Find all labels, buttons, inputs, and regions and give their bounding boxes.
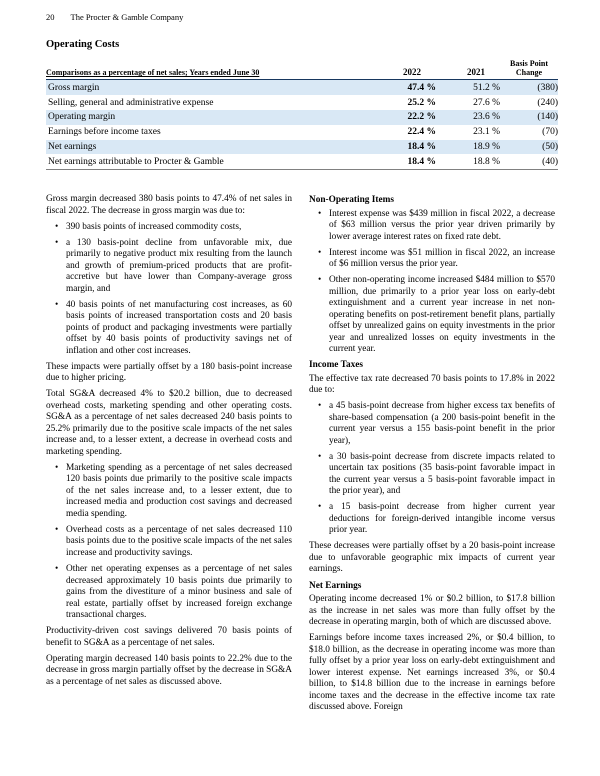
bullet-icon: • <box>55 564 59 575</box>
row-label: Selling, general and administrative expense <box>48 97 214 108</box>
bullet-item <box>309 248 555 271</box>
table-row <box>46 125 558 140</box>
paragraph: These decreases were partially offset by a 20 basis-point increase due to unfavorable geographic mix impacts of current year earnings. <box>309 541 555 575</box>
value-basis-point-change: (50) <box>542 141 558 152</box>
left-column <box>46 194 292 718</box>
section-title: Operating Costs <box>46 39 120 50</box>
bullet-item <box>309 275 555 356</box>
bullet-item <box>309 502 555 537</box>
bullet-icon: • <box>318 502 322 513</box>
value-basis-point-change: (140) <box>537 112 558 123</box>
row-label: Operating margin <box>48 112 116 123</box>
subsection-heading: Income Taxes <box>309 360 363 371</box>
row-label: Net earnings <box>48 141 97 152</box>
paragraph: These impacts were partially offset by a 180 basis-point increase due to higher pricing. <box>46 361 292 384</box>
value-basis-point-change: (40) <box>500 154 558 169</box>
column-header-2022: 2022 <box>372 59 436 80</box>
page-header <box>46 12 555 22</box>
operating-costs-table-body <box>46 80 558 170</box>
bullet-text: 390 basis points of increased commodity costs, <box>66 221 242 232</box>
bullet-text: a 45 basis-point decrease from higher excess tax benefits of share-based compensation (a 200 basis-point benefit in the current year versus a 155 basis-point benefit in the prior year), <box>329 401 555 446</box>
value-basis-point-change: (380) <box>537 82 558 93</box>
bullet-text: a 130 basis-point decline from unfavorable mix, due primarily to negative product mix resulting from the launch and growth of premium-priced products that are profit-accretive but have lower than Company-average gross margin, and <box>66 237 292 294</box>
paragraph: Earnings before income taxes increased 2%, or $0.4 billion, to $18.0 billion, as the decrease in operating income was more than fully offset by a prior year loss on early-debt extinguishment and lower interest expense. Net earnings increased 3%, or $0.4 billion, to $14.8 billion due to the increase in earnings before income taxes and the decrease in the effective income tax rate discussed above. Foreign <box>309 633 555 713</box>
bullet-icon: • <box>318 401 322 412</box>
bullet-icon: • <box>318 247 322 258</box>
bullet-icon: • <box>318 275 322 286</box>
table-row <box>46 110 558 125</box>
paragraph: Total SG&A decreased 4% to $20.2 billion, due to decreased overhead costs, marketing spending and other operating costs. SG&A as a percentage of net sales decreased 240 basis points to 25.2% primarily due to the positive scale impacts of the net sales increase and, to a lesser extent, a decrease in overhead costs and marketing spending. <box>46 389 292 457</box>
value-2021: 23.1 % <box>473 127 500 138</box>
bullet-text: 40 basis points of net manufacturing cost increases, as 60 basis points of increased transportation costs and 20 basis points of product and packaging investments were partially offset by 40 basis points of productivity savings net of inflation and other cost increases. <box>66 299 292 356</box>
bullet-item <box>309 452 555 498</box>
company-name: The Procter & Gamble Company <box>70 12 184 22</box>
bullet-text: a 30 basis-point decrease from discrete impacts related to uncertain tax positions (35 basis-point favorable impact in the current year versus a 5 basis-point favorable impact in the prior year), and <box>329 451 555 497</box>
column-header-2021: 2021 <box>436 59 500 80</box>
bullet-item <box>46 525 292 560</box>
page-number: 20 <box>46 12 55 22</box>
paragraph: Gross margin decreased 380 basis points to 47.4% of net sales in fiscal 2022. The decrease in gross margin was due to: <box>46 194 292 216</box>
bullet-item <box>46 564 292 622</box>
table-row <box>46 80 558 95</box>
bullet-text: Overhead costs as a percentage of net sales decreased 110 basis points due to the positive scale impacts of the net sales increase and productivity savings. <box>66 524 292 558</box>
bullet-icon: • <box>55 462 59 473</box>
paragraph: The effective tax rate decreased 70 basis points to 17.8% in 2022 due to: <box>309 373 555 396</box>
bullet-icon: • <box>55 237 59 248</box>
value-2022: 18.4 % <box>372 154 436 169</box>
bullet-icon: • <box>55 299 59 310</box>
bullet-icon: • <box>318 208 322 219</box>
row-label: Net earnings attributable to Procter & Gamble <box>46 154 372 169</box>
value-2022: 25.2 % <box>407 97 436 108</box>
bullet-item <box>46 300 292 358</box>
value-2022: 22.2 % <box>407 112 436 123</box>
value-2021: 27.6 % <box>473 97 500 108</box>
bullet-item <box>309 401 555 447</box>
table-header <box>46 59 558 80</box>
bullet-item <box>46 222 292 234</box>
bullet-icon: • <box>55 524 59 535</box>
value-2021: 18.9 % <box>473 141 500 152</box>
value-2021: 23.6 % <box>473 112 500 123</box>
operating-costs-table <box>46 59 558 170</box>
table-row <box>46 140 558 155</box>
paragraph: Productivity-driven cost savings delivered 70 basis points of benefit to SG&A as a percentage of net sales. <box>46 626 292 648</box>
value-2022: 18.4 % <box>407 141 436 152</box>
bullet-icon: • <box>318 451 322 462</box>
paragraph: Operating margin decreased 140 basis points to 22.2% due to the decrease in gross margin partially offset by the decrease in SG&A as a percentage of net sales as discussed above. <box>46 653 292 687</box>
bullet-item <box>46 238 292 296</box>
subsection-heading: Net Earnings <box>309 580 362 591</box>
column-header-label: Comparisons as a percentage of net sales; Years ended June 30 <box>46 59 372 80</box>
table-header-row <box>46 59 558 80</box>
subsection-heading: Non-Operating Items <box>309 195 394 206</box>
bullet-text: Interest expense was $439 million in fiscal 2022, a decrease of $63 million versus the prior year driven primarily by lower average interest rates on fixed rate debt. <box>329 208 555 242</box>
value-2021: 18.8 % <box>436 154 500 169</box>
bullet-text: Other non-operating income increased $484 million to $570 million, due primarily to a prior year loss on early-debt extinguishment and a current year increase in net non-operating benefits on post-retirement benefit plans, partially offset by unrealized gains on equity investments in the prior year and unrealized losses on equity investments in the current year. <box>329 275 555 355</box>
table-row <box>46 154 558 169</box>
value-2021: 51.2 % <box>473 82 500 93</box>
body-columns <box>46 194 555 718</box>
value-2022: 47.4 % <box>407 82 436 93</box>
value-2022: 22.4 % <box>407 127 436 138</box>
bullet-item <box>46 463 292 521</box>
row-label: Earnings before income taxes <box>48 127 161 138</box>
value-basis-point-change: (240) <box>537 97 558 108</box>
bullet-text: Other net operating expenses as a percentage of net sales decreased approximately 10 basis points due primarily to gains from the divestiture of a minor business and sale of real estate, partially offset by increased foreign exchange transactional charges. <box>66 564 292 621</box>
column-header-basis-point-change: Basis Point Change <box>500 59 558 80</box>
paragraph: Operating income decreased 1% or $0.2 billion, to $17.8 billion as the increase in net sales was more than fully offset by the decrease in operating margin, both of which are discussed above. <box>309 594 555 628</box>
bullet-text: a 15 basis-point decrease from higher current year deductions for foreign-derived intangible income versus prior year. <box>329 502 555 536</box>
value-basis-point-change: (70) <box>542 127 558 138</box>
right-column <box>309 194 555 718</box>
bullet-item <box>309 209 555 244</box>
bullet-icon: • <box>55 221 59 232</box>
bullet-text: Marketing spending as a percentage of net sales decreased 120 basis points due primarily to the positive scale impacts of the net sales increase and, to a lesser extent, due to increased media and production cost savings and decreased media spending. <box>66 462 292 519</box>
bullet-text: Interest income was $51 million in fiscal 2022, an increase of $6 million versus the prior year. <box>329 247 555 270</box>
table-row <box>46 95 558 110</box>
row-label: Gross margin <box>48 82 100 93</box>
